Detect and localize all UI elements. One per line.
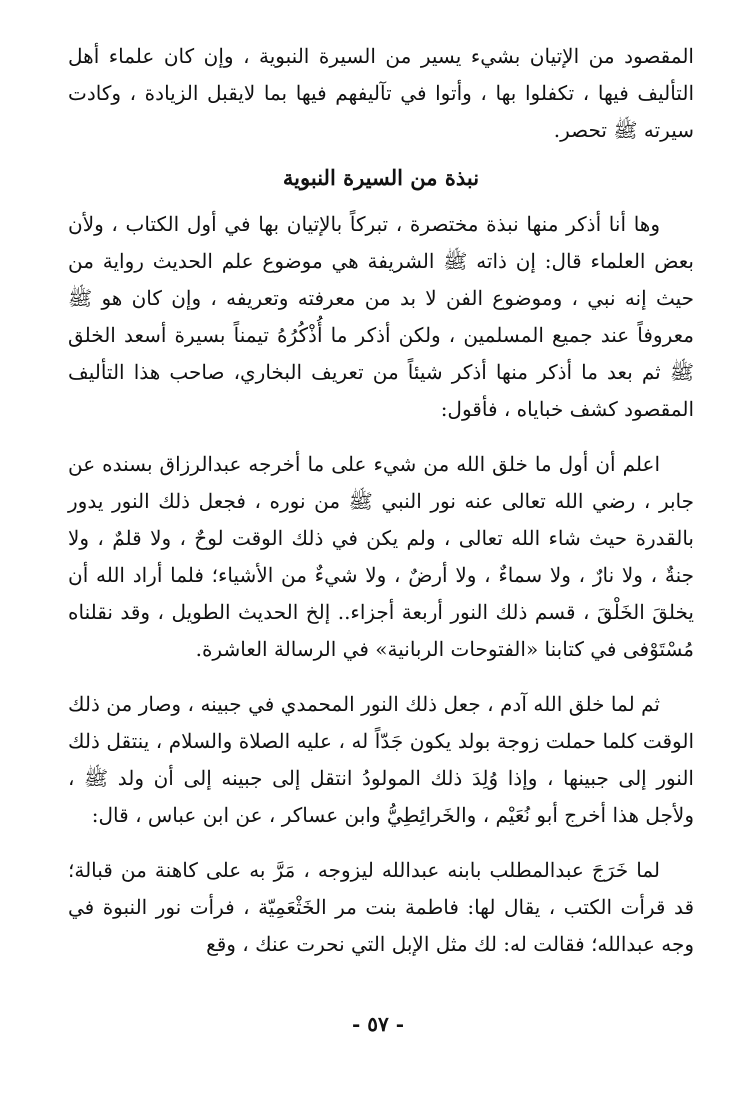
paragraph-gap	[68, 834, 694, 852]
paragraph-first-creation: اعلم أن أول ما خلق الله من شيء على ما أخرجه عبدالرزاق بسنده عن جابر ، رضي الله تعالى عنه نور النبي ﷺ من نوره ، فجعل ذلك النور يدور بالقدرة حيث شاء الله تعالى ، ولم يكن في ذلك الوقت لوحٌ ، ولا قلمٌ ، ولا جنةٌ ، ولا نارٌ ، ولا سماءٌ ، ولا أرضٌ ، ولا شيءٌ من الأشياء؛ فلما أراد الله أن يخلقَ الخَلْقَ ، قسم ذلك النور أربعة أجزاء.. إلخ الحديث الطويل ، وقد نقلناه مُسْتَوْفى في كتابنا «الفتوحات الربانية» في الرسالة العاشرة.	[68, 452, 694, 661]
section-heading: نبذة من السيرة النبوية	[282, 165, 480, 190]
paragraph-gap	[68, 428, 694, 446]
paragraph-overview: وها أنا أذكر منها نبذة مختصرة ، تبركاً بالإتيان بها في أول الكتاب ، ولأن بعض العلماء قال: إن ذاته ﷺ الشريفة هي موضوع علم الحديث رواية من حيث إنه نبي ، وموضوع الفن لا بد من معرفته وتعريفه ، وإن كان هو ﷺ معروفاً عند جميع المسلمين ، ولكن أذكر ما أُذْكُرُهُ تيمناً بسيرة أسعد الخلق ﷺ ثم بعد ما أذكر منها أذكر شيئاً من تعريف البخاري، صاحب هذا التأليف المقصود كشف خباياه ، فأقول:	[68, 212, 694, 421]
document-page	[68, 38, 694, 1102]
paragraph-abdulmuttalib: لما خَرَجَ عبدالمطلب بابنه عبدالله ليزوجه ، مَرَّ به على كاهنة من قبالة؛ قد قرأت الكتب ، يقال لها: فاطمة بنت مر الخَثْعَمِيّة ، فرأت نور النبوة في وجه عبدالله؛ فقالت له: لك مثل الإبل التي نحرت عنك ، وقع	[68, 858, 694, 956]
paragraph-adam-light: ثم لما خلق الله آدم ، جعل ذلك النور المحمدي في جبينه ، وصار من ذلك الوقت كلما حملت زوجة بولد يكون جَدّاً له ، عليه الصلاة والسلام ، ينتقل ذلك النور إلى جبينها ، وإذا وُلِدَ ذلك المولودُ انتقل إلى جبينه إلى أن ولد ﷺ ، ولأجل هذا أخرج أبو نُعَيْم ، والخَرائِطِيُّ وابن عساكر ، عن ابن عباس ، قال:	[68, 692, 694, 827]
paragraph-intro: المقصود من الإتيان بشيء يسير من السيرة النبوية ، وإن كان علماء أهل التأليف فيها ، تكفلوا بها ، وأتوا في تآليفهم فيها بما لايقبل الزيادة ، وكادت سيرته ﷺ تحصر.	[68, 44, 694, 142]
page-number: - ٥٧ -	[351, 1012, 404, 1036]
paragraph-gap	[68, 668, 694, 686]
